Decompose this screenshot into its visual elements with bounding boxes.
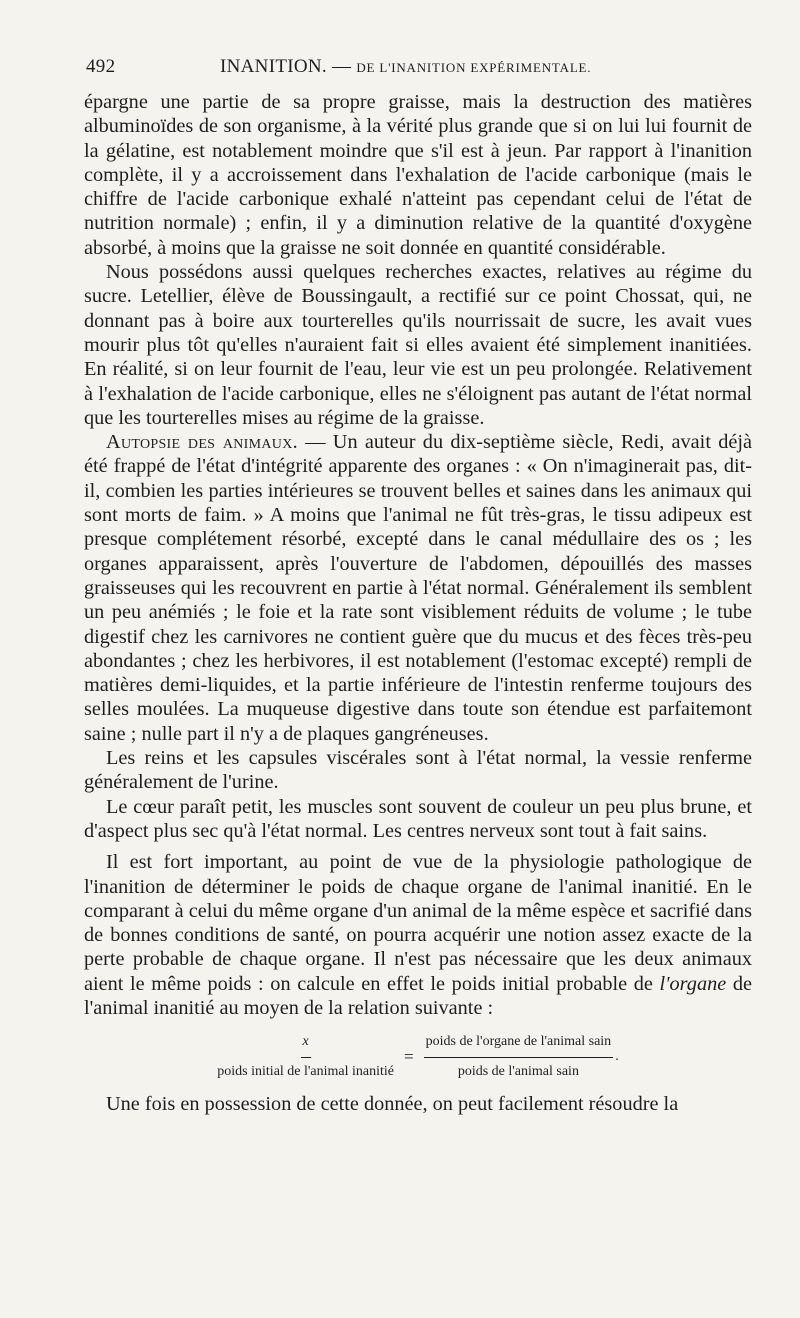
equals-sign: = bbox=[404, 1046, 414, 1066]
page-number: 492 bbox=[86, 56, 116, 77]
fraction-left-denominator: poids initial de l'animal inanitié bbox=[217, 1063, 395, 1079]
title-main: INANITION. bbox=[220, 56, 327, 77]
paragraph-poids bbox=[84, 850, 752, 1020]
body-text bbox=[84, 90, 752, 1116]
title-separator: — bbox=[326, 56, 357, 77]
fraction-right bbox=[424, 1030, 614, 1084]
fraction-left-numerator bbox=[301, 1030, 311, 1057]
poids-text-after: de l'animal inanitié au moyen de la relation suivante : bbox=[84, 972, 753, 1019]
fraction-left bbox=[217, 1030, 394, 1084]
poids-text-before: Il est fort important, au point de vue de la physiologie pathologique de l'inanition de déterminer le poids de chaque organe de l'animal inanitié. En le comparant à celui du même organe d'un animal de la même espèce et sacrifié dans de bonnes conditions de santé, on pourra acquérir une notion assez exacte de la perte probable de chaque organe. Il n'est pas nécessaire que les deux animaux aient le même poids : on calcule en effet le poids initial probable de bbox=[84, 851, 752, 995]
autopsie-text: — Un auteur du dix-septième siècle, Redi, avait déjà été frappé de l'état d'intégrité apparente des organes : « On n'imaginerait pas, dit-il, combien les parties intérieures se trouvent belles et saines dans les animaux qui sont morts de faim. » A moins que l'animal ne fût très-gras, le tissu adipeux est presque complétement résorbé, excepté dans le canal médullaire des os ; les organes apparaissent, après l'ouverture de l'abdomen, dépouillés des masses graisseuses qui les recouvrent en partie à l'état normal. Généralement ils semblent un peu anémiés ; le foie et la rate sont visiblement réduits de volume ; le tube digestif chez les carnivores ne contient guère que du mucus et des fèces très-peu abondantes ; chez les herbivores, il est notablement (l'estomac excepté) rempli de matières demi-liquides, et la partie inférieure de l'intestin renferme toujours des selles moulées. La muqueuse digestive dans toute son étendue est parfaitemont saine ; nulle part il n'y a de plaques gangréneuses. bbox=[84, 431, 753, 745]
paragraph-autopsie bbox=[84, 430, 752, 746]
section-heading-autopsie: Autopsie des animaux. bbox=[106, 431, 298, 454]
formula bbox=[84, 1030, 752, 1084]
poids-italic: l'organe bbox=[659, 972, 727, 995]
fraction-right-numerator: poids de l'organe de l'animal sain bbox=[424, 1030, 614, 1057]
running-title bbox=[220, 56, 591, 78]
paragraph-sucre: Nous possédons aussi quelques recherches exactes, relatives au régime du sucre. Letellier, élève de Boussingault, a rectifié sur ce point Chossat, qui, ne donnant pas à boire aux tourterelles qu'ils nourrissait de sucre, les avait vues mourir plus tôt qu'elles n'auraient fait si elles avaient été simplement inanitiées. En réalité, si on leur fournit de l'eau, leur vie est un peu prolongée. Relativement à l'exhalation de l'acide carbonique, elles ne s'éloignent pas autant de l'état normal que les tourterelles mises au régime de la graisse. bbox=[84, 261, 752, 429]
paragraph-reins: Les reins et les capsules viscérales sont à l'état normal, la vessie renferme généralement de l'urine. bbox=[84, 747, 752, 794]
fraction-right-denominator: poids de l'animal sain bbox=[457, 1063, 579, 1079]
formula-end-punctuation: . bbox=[615, 1048, 619, 1064]
paragraph-last-line: Une fois en possession de cette donnée, on peut facilement résoudre la bbox=[106, 1092, 679, 1115]
title-subtitle: DE L'INANITION EXPÉRIMENTALE. bbox=[356, 60, 592, 75]
paragraph-coeur: Le cœur paraît petit, les muscles sont souvent de couleur un peu plus brune, et d'aspect plus sec qu'à l'état normal. Les centres nerveux sont tout à fait sains. bbox=[84, 795, 752, 842]
variable-x: x bbox=[302, 1034, 309, 1050]
paragraph-graisse: épargne une partie de sa propre graisse, mais la destruction des matières albuminoïdes de son organisme, à la vérité plus grande que si on lui lui fournit de la gélatine, est notablement moindre que s'il est à jeun. Par rapport à l'inanition complète, il y a accroissement dans l'exhalation de l'acide carbonique (mais le chiffre de l'acide carbonique exhalé n'atteint pas cependant celui de l'état de nutrition normale) ; enfin, il y a diminution relative de la quantité d'oxygène absorbé, à moins que la graisse ne soit donnée en quantité considérable. bbox=[84, 91, 752, 259]
running-header bbox=[86, 56, 756, 86]
